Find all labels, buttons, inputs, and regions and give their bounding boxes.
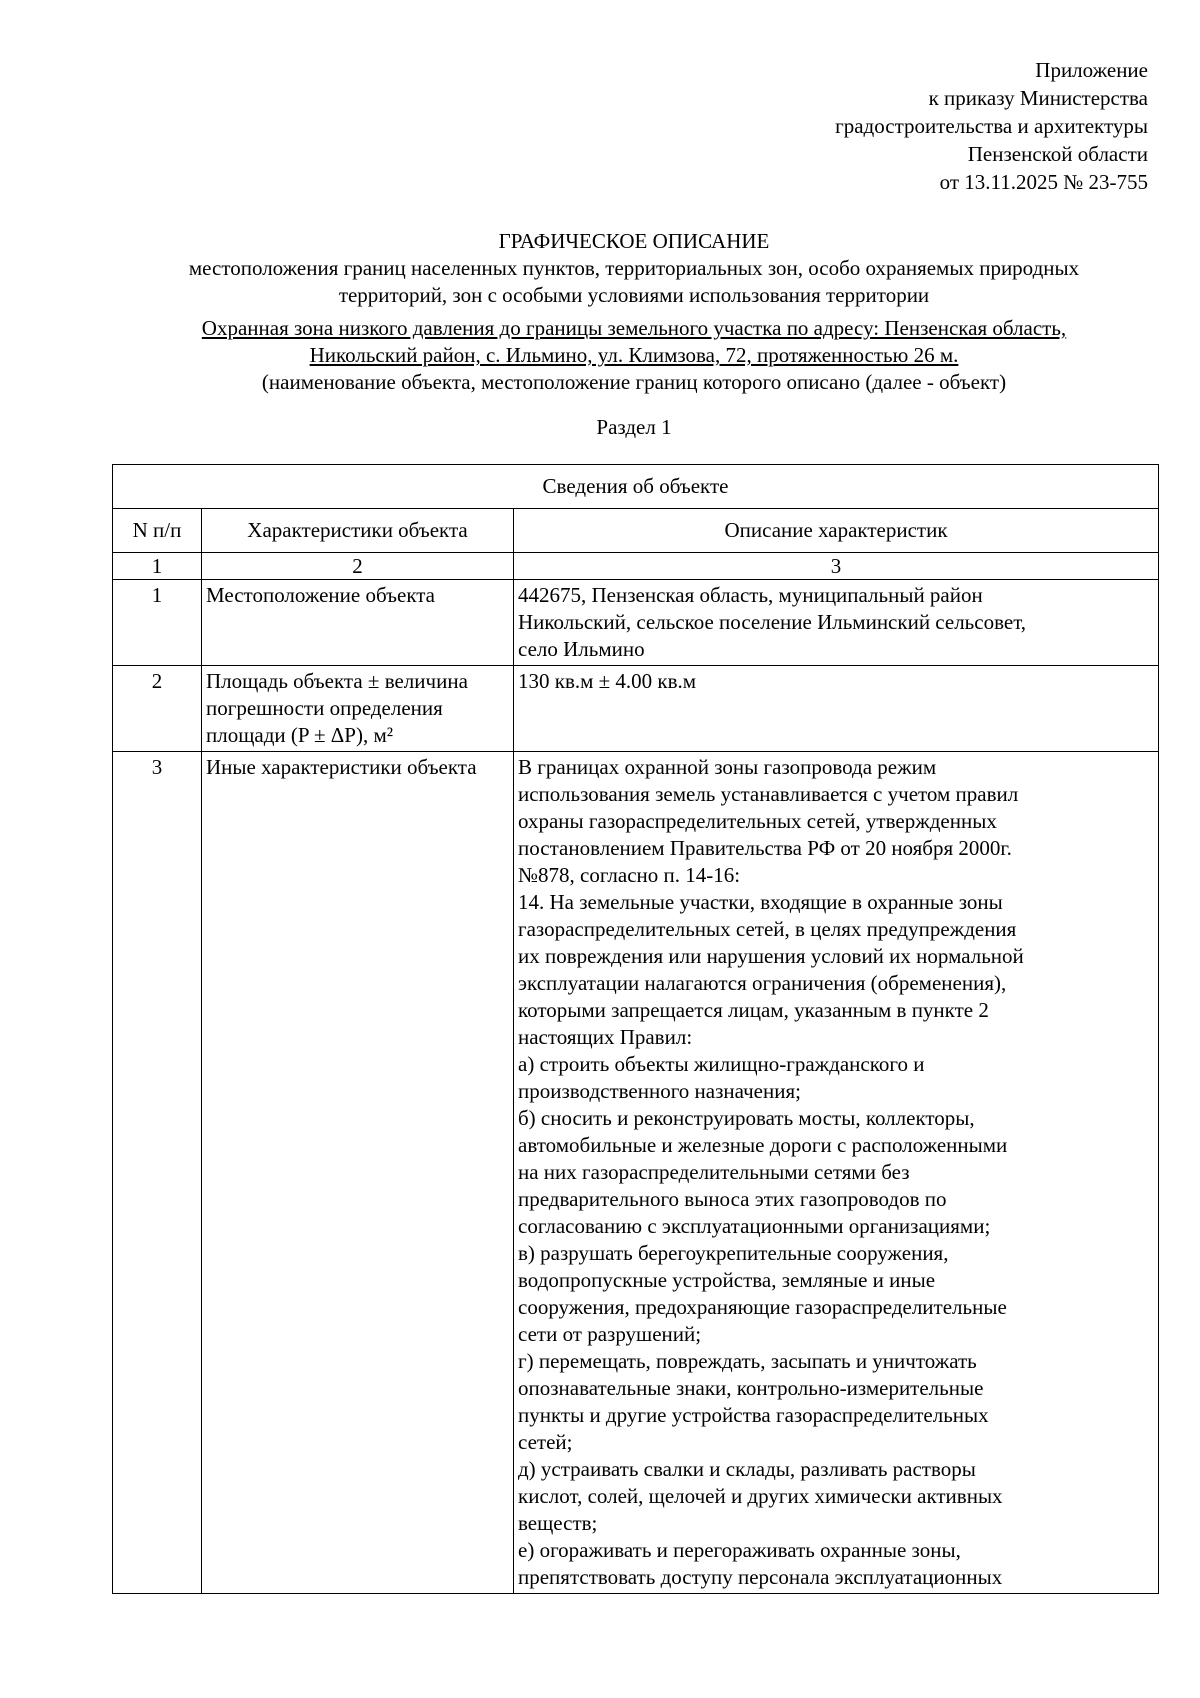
characteristic-line: Площадь объекта ± величина [206,669,468,693]
appendix-line: к приказу Министерства [928,86,1148,110]
description-line: газораспределительных сетей, в целях предупреждения [518,917,1017,941]
description-line: автомобильные и железные дороги с расположенными [518,1133,1008,1157]
row-number: 1 [113,580,202,666]
table-row [113,752,1159,1594]
appendix-line: градостроительства и архитектуры [835,114,1148,138]
row-number: 3 [113,752,202,1594]
description-line: сетей; [518,1430,573,1454]
description-line: б) сносить и реконструировать мосты, коллекторы, [518,1106,975,1130]
description-line: препятствовать доступу персонала эксплуатационных [518,1565,1003,1589]
description-line: постановлением Правительства РФ от 20 ноября 2000г. [518,836,1012,860]
description-line: №878, согласно п. 14-16: [518,863,741,887]
description-line: сети от разрушений; [518,1322,702,1346]
description-line: их повреждения или нарушения условий их нормальной [518,944,1024,968]
table-caption-row [113,465,1159,509]
row-number: 2 [113,666,202,752]
column-header: Характеристики объекта [202,509,514,553]
appendix-header [588,56,1148,196]
description-line: которыми запрещается лицам, указанным в пункте 2 [518,998,989,1022]
section-title: Раздел 1 [596,415,672,439]
table-header-row [113,509,1159,553]
column-header: N п/п [113,509,202,553]
description-line: охраны газораспределительных сетей, утвержденных [518,809,997,833]
row-characteristic [202,666,514,752]
description-line: 14. На земельные участки, входящие в охранные зоны [518,890,1003,914]
description-line: 442675, Пензенская область, муниципальный район [518,583,983,607]
description-line: В границах охранной зоны газопровода режим [518,755,937,779]
description-line: е) огораживать и перегораживать охранные зоны, [518,1538,961,1562]
row-description [514,666,1159,752]
document-subtitle: территорий, зон с особыми условиями использования территории [338,283,930,307]
document-heading [110,228,1158,441]
table-row [113,666,1159,752]
description-line: в) разрушать берегоукрепительные сооружения, [518,1241,949,1265]
description-line: водопропускные устройства, земляные и иные [518,1268,936,1292]
appendix-order-date: от 13.11.2025 № 23-755 [939,170,1148,194]
description-line: настоящих Правил: [518,1025,693,1049]
column-number: 2 [202,553,514,580]
object-name: Охранная зона низкого давления до границы земельного участка по адресу: Пензенская область, [201,316,1067,340]
description-line: пункты и другие устройства газораспределительных [518,1403,989,1427]
row-characteristic: Иные характеристики объекта [202,752,514,1594]
object-name-caption: (наименование объекта, местоположение границ которого описано (далее - объект) [261,370,1007,394]
column-header: Описание характеристик [514,509,1159,553]
description-line: д) устраивать свалки и склады, разливать растворы [518,1457,976,1481]
description-line: село Ильмино [518,637,645,661]
table-row [113,580,1159,666]
description-line: веществ; [518,1511,598,1535]
description-line: 130 кв.м ± 4.00 кв.м [518,669,697,693]
appendix-line: Пензенской области [967,142,1148,166]
description-line: использования земель устанавливается с учетом правил [518,782,1019,806]
table-caption: Сведения об объекте [113,465,1159,509]
description-line: производственного назначения; [518,1079,801,1103]
description-line: Никольский, сельское поселение Ильминский сельсовет, [518,610,1027,634]
appendix-line: Приложение [1035,58,1148,82]
object-name: Никольский район, с. Ильмино, ул. Климзова, 72, протяженностью 26 м. [309,343,959,367]
characteristic-line: площади (P ± ΔP), м² [206,723,394,747]
document-title: ГРАФИЧЕСКОЕ ОПИСАНИЕ [498,229,770,253]
description-line: согласованию с эксплуатационными организациями; [518,1214,991,1238]
description-line: а) строить объекты жилищно-гражданского и [518,1052,925,1076]
row-description [514,752,1159,1594]
description-line: сооружения, предохраняющие газораспределительные [518,1295,1007,1319]
description-line: г) перемещать, повреждать, засыпать и уничтожать [518,1349,977,1373]
description-line: кислот, солей, щелочей и других химически активных [518,1484,1003,1508]
characteristic-line: погрешности определения [206,696,443,720]
column-number: 1 [113,553,202,580]
column-number: 3 [514,553,1159,580]
row-description [514,580,1159,666]
column-number-row [113,553,1159,580]
description-line: предварительного выноса этих газопроводов по [518,1187,947,1211]
row-characteristic: Местоположение объекта [202,580,514,666]
description-line: эксплуатации налагаются ограничения (обременения), [518,971,1007,995]
object-info-table [112,464,1159,1594]
document-subtitle: местоположения границ населенных пунктов, территориальных зон, особо охраняемых природных [188,256,1080,280]
description-line: опознавательные знаки, контрольно-измерительные [518,1376,984,1400]
description-line: на них газораспределительными сетями без [518,1160,910,1184]
